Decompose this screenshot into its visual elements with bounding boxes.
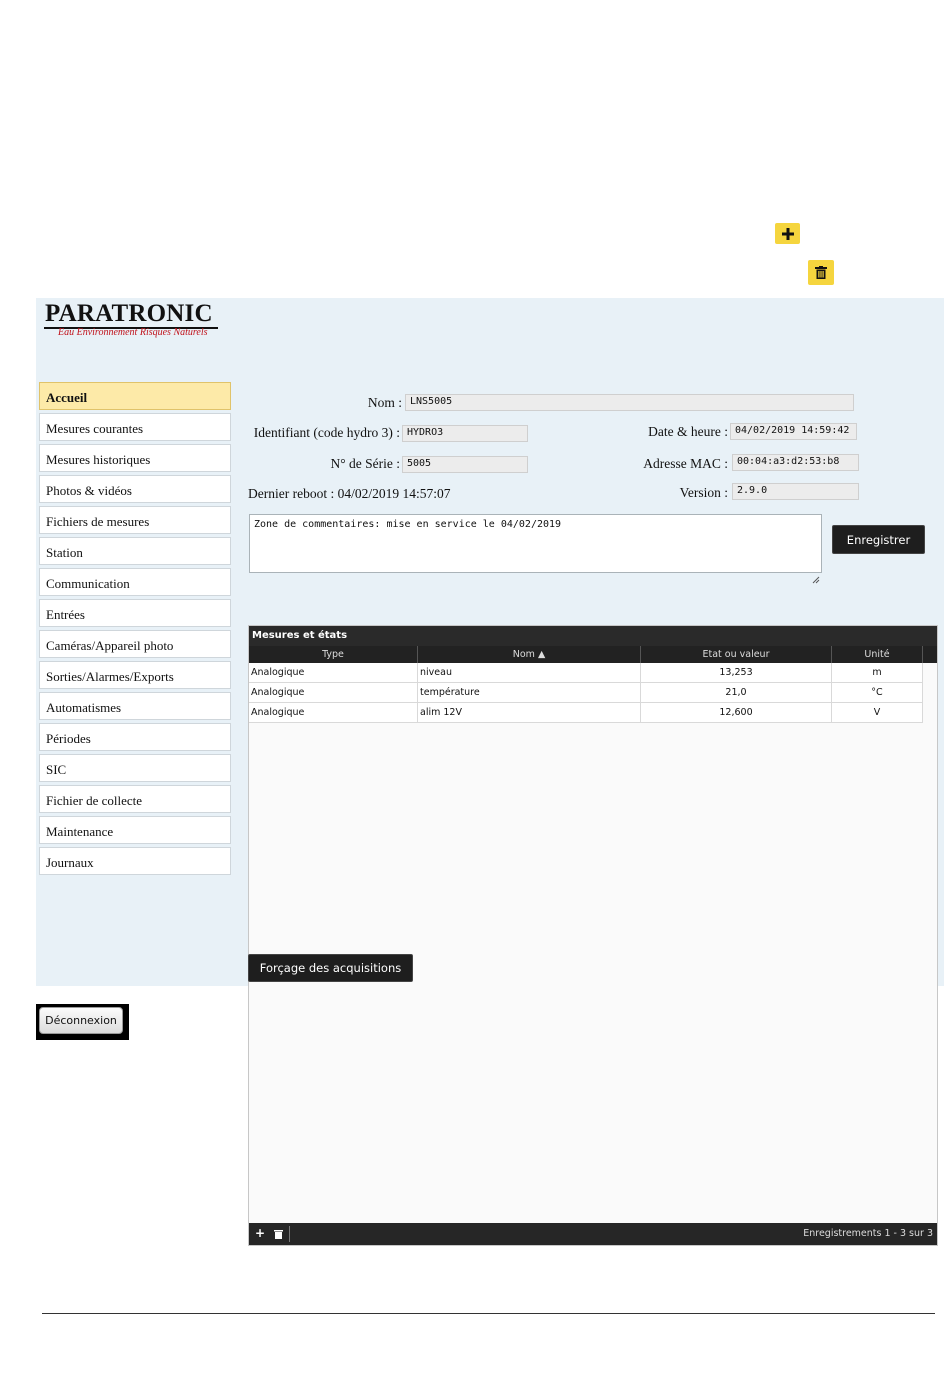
resize-handle-icon[interactable] (812, 576, 820, 584)
footer-separator (289, 1226, 290, 1242)
sidebar-item-journaux[interactable]: Journaux (39, 847, 231, 875)
cell-valeur: 13,253 (641, 663, 832, 683)
sidebar-item-sic[interactable]: SIC (39, 754, 231, 782)
grid-add-button[interactable]: + (255, 1226, 266, 1240)
sidebar-item-automatismes[interactable]: Automatismes (39, 692, 231, 720)
grid-title: Mesures et états (249, 626, 937, 646)
sidebar-item-maintenance[interactable]: Maintenance (39, 816, 231, 844)
serie-field[interactable]: 5005 (402, 456, 528, 473)
brand-logo: PARATRONIC (45, 300, 213, 327)
mac-field[interactable]: 00:04:a3:d2:53:b8 (732, 454, 859, 471)
cell-type: Analogique (249, 683, 418, 703)
table-row[interactable] (249, 703, 923, 723)
column-header-etat[interactable]: Etat ou valeur (641, 646, 832, 663)
version-label: Version : (679, 485, 728, 500)
add-button[interactable] (775, 223, 800, 244)
version-field[interactable]: 2.9.0 (732, 483, 859, 500)
records-count: Enregistrements 1 - 3 sur 3 (803, 1228, 933, 1239)
column-header-type[interactable]: Type (249, 646, 418, 663)
sidebar-item-entrees[interactable]: Entrées (39, 599, 231, 627)
cell-unite: °C (832, 683, 923, 703)
cell-nom: température (418, 683, 641, 703)
sidebar-item-fichiers-de-mesures[interactable]: Fichiers de mesures (39, 506, 231, 534)
comment-textarea[interactable] (249, 514, 822, 573)
reboot-label: Dernier reboot : (248, 486, 335, 501)
sidebar-item-accueil[interactable]: Accueil (39, 382, 231, 410)
delete-button[interactable] (808, 260, 834, 285)
identifiant-field[interactable]: HYDRO3 (402, 425, 528, 442)
identifiant-label: Identifiant (code hydro 3) : (253, 425, 400, 440)
serie-label: N° de Série : (330, 456, 400, 471)
nom-field[interactable]: LNS5005 (405, 394, 854, 411)
reboot-info (248, 486, 450, 502)
reboot-value: 04/02/2019 14:57:07 (337, 486, 451, 501)
sidebar-item-periodes[interactable]: Périodes (39, 723, 231, 751)
cell-nom: niveau (418, 663, 641, 683)
date-label: Date & heure : (648, 424, 728, 439)
plus-icon (782, 228, 794, 240)
sidebar-item-sorties[interactable]: Sorties/Alarmes/Exports (39, 661, 231, 689)
logout-frame (36, 1004, 129, 1040)
comment-text: Zone de commentaires: mise en service le 04/02/2019 (254, 519, 562, 530)
grid-header (249, 646, 937, 663)
sidebar-item-station[interactable]: Station (39, 537, 231, 565)
cell-unite: m (832, 663, 923, 683)
cell-unite: V (832, 703, 923, 723)
cell-type: Analogique (249, 663, 418, 683)
column-header-unite[interactable]: Unité (832, 646, 923, 663)
force-acquisitions-button[interactable]: Forçage des acquisitions (248, 954, 413, 982)
date-field[interactable]: 04/02/2019 14:59:42 (730, 423, 857, 440)
sidebar-item-fichier-de-collecte[interactable]: Fichier de collecte (39, 785, 231, 813)
measures-grid (248, 625, 938, 1246)
sidebar-menu (39, 382, 231, 878)
sidebar-item-mesures-historiques[interactable]: Mesures historiques (39, 444, 231, 472)
grid-delete-icon[interactable] (274, 1229, 283, 1239)
sidebar-item-communication[interactable]: Communication (39, 568, 231, 596)
nom-label: Nom : (367, 395, 402, 410)
cell-valeur: 12,600 (641, 703, 832, 723)
table-row[interactable] (249, 663, 923, 683)
cell-valeur: 21,0 (641, 683, 832, 703)
sidebar-item-cameras[interactable]: Caméras/Appareil photo (39, 630, 231, 658)
logout-button[interactable]: Déconnexion (39, 1007, 123, 1034)
table-row[interactable] (249, 683, 923, 703)
save-button[interactable]: Enregistrer (832, 525, 925, 554)
brand-tagline: Eau Environnement Risques Naturels (58, 327, 208, 338)
cell-type: Analogique (249, 703, 418, 723)
sidebar-item-mesures-courantes[interactable]: Mesures courantes (39, 413, 231, 441)
trash-icon (815, 266, 827, 279)
mac-label: Adresse MAC : (643, 456, 728, 471)
grid-footer (249, 1223, 937, 1245)
cell-nom: alim 12V (418, 703, 641, 723)
sidebar-item-photos-videos[interactable]: Photos & vidéos (39, 475, 231, 503)
column-header-nom[interactable]: Nom ▲ (418, 646, 641, 663)
page-divider (42, 1313, 935, 1314)
